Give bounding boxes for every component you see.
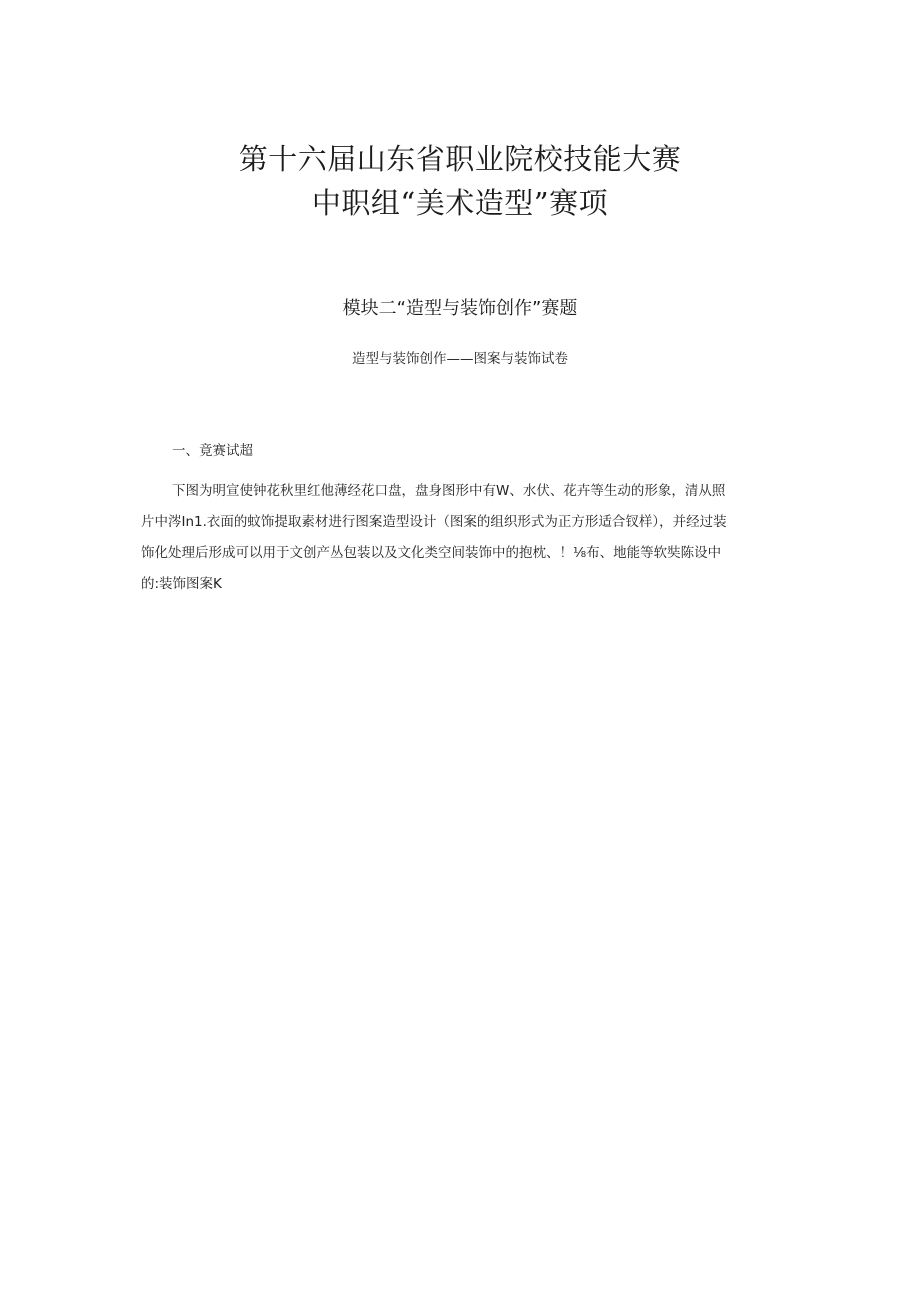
section-heading: 一、竟赛试超 (172, 443, 253, 459)
title-line-2: 中职组“美术造型”赛项 (311, 186, 609, 220)
paragraph-line-2: 片中涔In1.衣面的蚊饰提取素材进行图案造型设计（图案的组织形式为正方形适合钗样），并经过装 (141, 514, 727, 530)
paragraph-line-4: 的:装饰图案K (141, 576, 222, 592)
paragraph-line-3: 饰化处理后形成可以用于文创产丛包装以及文化类空间装饰中的抱枕、！⅛布、地能等软奘陈设中 (141, 545, 722, 561)
body-paragraph (141, 476, 781, 600)
main-title (0, 137, 920, 225)
title-line-1: 第十六届山东省职业院校技能大赛 (238, 142, 682, 176)
module-title: 模块二“造型与装饰创作”赛题 (342, 298, 578, 319)
paragraph-line-1: 下图为明宣使钟花秋里红他薄经花口盘，盘身图形中有W、水伏、花卉等生动的形象，清从照 (172, 483, 726, 499)
paper-subheading: 造型与装饰创作——图案与装饰试卷 (352, 351, 568, 367)
